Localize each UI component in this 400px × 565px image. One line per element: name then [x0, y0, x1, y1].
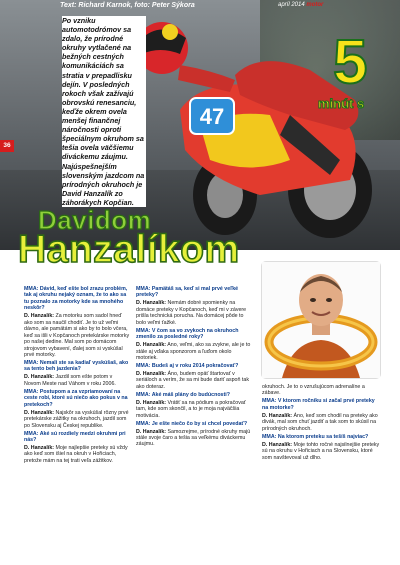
- interview-question: MMA: V ktorom ročníku si začal prvé preteky na motorke?: [262, 398, 375, 411]
- answer-text: Áno, keď som chodil na preteky ako divák, mal som chuť jazdiť a tak som to skúsil na prírodných okruhoch.: [262, 412, 378, 432]
- answer-text: Moje najlepšie preteky sú vždy ako keď som išiel na okruh v Hořiciach, pretože mám na tej trati veľa zážitkov.: [24, 444, 128, 464]
- headline-last: Hanzalíkom: [18, 228, 240, 271]
- speaker-label: D. Hanzalík:: [136, 370, 167, 377]
- interview-question: MMA: Je ešte niečo čo by si chcel povedať?: [136, 420, 248, 427]
- answer-text: Nemám dobré spomienky na domáce preteky v Kopčanoch, keď mi v závere prišla technická porucha. Na domácej pôde to bolo veľmi ťažké.: [136, 300, 247, 326]
- intro-text: Po vzniku automotodrómov sa zdalo, že prírodné okruhy vytlačené na bežných cestných komunikáciách sa stratia v prepadlisku dejín. V posledných rokoch však zažívajú obrovskú renesanciu, keďže okrem ovela menšej finančnej náročnosti oproti špeciálnym okruhom sa tešia ovela väčšiemu diváckemu záujmu. Najúspešnejším slovenským jazdcom na prírodných okruhoch je David Hanzalík zo záhorákych Kopčian.: [62, 16, 145, 207]
- speaker-label: D. Hanzalík:: [136, 342, 167, 349]
- interview-question: MMA: Budeš aj v roku 2014 pokračovať?: [136, 362, 239, 369]
- interview-column-2: [136, 286, 254, 449]
- interview-answer: [24, 445, 130, 464]
- interview-question: MMA: Aké máš plány do budúcnosti?: [136, 391, 230, 398]
- interview-answer: [136, 371, 254, 390]
- interview-answer: [262, 413, 382, 432]
- headline-first: Davidom: [38, 205, 152, 235]
- speaker-label: D. Hanzalík:: [136, 399, 167, 406]
- interview-answer: [262, 384, 382, 397]
- interview-question: MMA: V čom sa vo zvykoch na okruhoch zmenilo za posledné roky?: [136, 327, 239, 341]
- interview-answer: [136, 400, 254, 419]
- speaker-label: D. Hanzalík:: [24, 313, 55, 320]
- issue-info: [278, 2, 323, 8]
- interview-question: MMA: Pamätáš sa, keď si mal prvé veľké preteky?: [136, 286, 239, 299]
- answer-text: Áno, budem opäť štartovať v seriáloch a verím, že sa mi bude dariť aspoň tak ako doteraz.: [136, 370, 249, 390]
- answer-text: Moje tohto ročné najsilnejšie preteky sú na okruhu v Hořiciach a na Slovensku, ktoré som navštevoval už dlho.: [262, 441, 380, 461]
- answer-text: Najskôr sa vyskúšal rôzny prvé pretekárske zážitky na okruhoch, jazdil som po Slovensku aj Českej republike.: [24, 409, 129, 429]
- portrait-image: [262, 262, 380, 378]
- section-label: [1, 238, 13, 298]
- portrait-photo: [262, 262, 380, 378]
- answer-text: Samozrejme, prírodné okruhy majú stále svoje čaro a tešia sa veľkému diváckemu záujmu.: [136, 428, 251, 448]
- speaker-label: D. Hanzalík:: [136, 428, 167, 435]
- magazine-logo: motor: [306, 2, 324, 8]
- interview-question: MMA: Nemali ste sa kadiaľ vyskúšaš, ako sa tento beh jazdenia?: [24, 359, 129, 373]
- speaker-label: D. Hanzalík:: [24, 444, 55, 451]
- svg-text:47: 47: [199, 104, 225, 129]
- interview-question: MMA: Postupom a za vzpriamovaní na ceste robí, ktoré sú niečo ako pokus v na pretekoch?: [24, 388, 128, 408]
- interview-question: MMA: Dávid, keď ešte bol zrazu problém, tak aj okruhu nejaký oznam, že to ako sa tu poznalo za motorky kde sa mnohého neskôr?: [24, 286, 128, 312]
- interview-column-3: [262, 384, 382, 462]
- speaker-label: D. Hanzalík:: [24, 374, 55, 381]
- five-badge: 5: [333, 28, 368, 97]
- photo-credit: Text: Richard Karnok, foto: Peter Sýkora: [60, 2, 195, 9]
- speaker-label: D. Hanzalík:: [24, 409, 55, 416]
- answer-text: Vrátiť sa na pódium a pokračovať tam, kde som skončil, a to je moja najväčšia motivácia.: [136, 399, 246, 419]
- answer-text: Za motorku som sadol hneď ako som sa naučil chodiť. Je to už veľmi dávno, ale pamätám si ako by to bolo včera, keď sa išli v Kopčanoch pretekárske motorky po našej dedine. Mal som po domácom strojovom vybavení, ďalej som si vyskúšal prvé motorky.: [24, 313, 130, 359]
- interview-column-1: [24, 286, 130, 466]
- interview-answer: [262, 442, 382, 461]
- interview-answer: [24, 410, 130, 429]
- answer-text: okruhoch. Je to o vzrušujúcom adrenalíne a zábave.: [262, 384, 365, 397]
- interview-question: MMA: Na ktorom preteku sa tešíš najviac?: [262, 433, 369, 440]
- answer-text: Ano, veľmi, ako sa zvykne, ale je to stále aj vďaka sponzorom a ľuďom okolo motoriek.: [136, 342, 251, 362]
- issue-date: apríl 2014: [278, 2, 305, 8]
- interview-answer: [136, 342, 254, 361]
- speaker-label: D. Hanzalík:: [136, 300, 167, 307]
- five-subtitle: minút s: [318, 96, 365, 111]
- section-label-text: [0, 247, 2, 282]
- speaker-label: D. Hanzalík:: [262, 441, 293, 448]
- interview-question: MMA: Aké sú rozdiely medzi okruhmi pri nás?: [24, 430, 126, 443]
- interview-answer: [24, 374, 130, 387]
- interview-answer: [136, 429, 254, 448]
- interview-answer: [24, 313, 130, 358]
- speaker-label: D. Hanzalík:: [262, 412, 293, 419]
- page-number: 36: [0, 140, 14, 152]
- interview-answer: [136, 300, 254, 326]
- answer-text: Jazdil som ešte potom v Novom Meste nad Váhom v roku 2006.: [24, 374, 116, 387]
